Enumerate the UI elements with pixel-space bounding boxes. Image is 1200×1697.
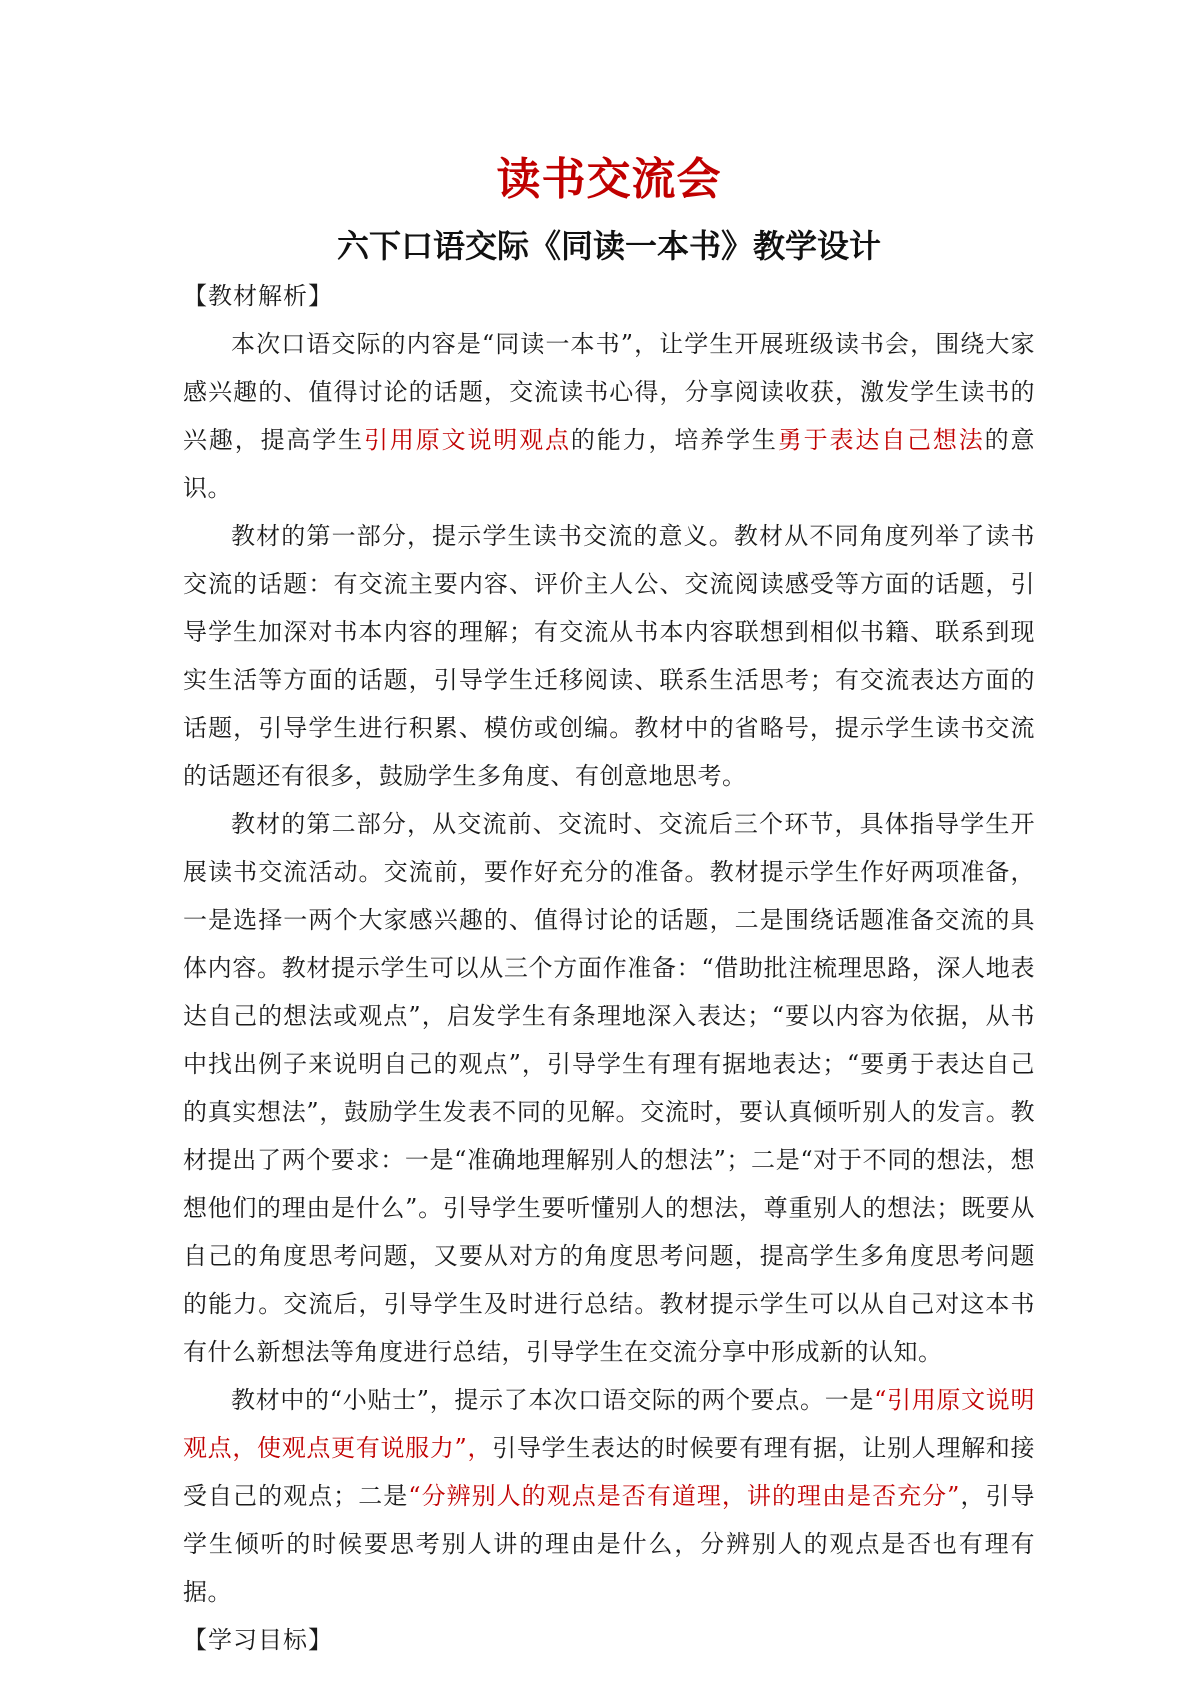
section-heading-textbook-analysis: 【教材解析】 — [183, 282, 333, 310]
paragraph-1 — [183, 320, 1035, 512]
paragraph-4-text-a: 教材中的“小贴士”，提示了本次口语交际的两个要点。一是 — [231, 1386, 875, 1414]
paragraph-1-text-b: 的能力，培养学生 — [570, 426, 778, 454]
paragraph-1-text-a: 本次口语交际的内容是“同读一本书”，让学生开展班级读书会，围绕大家感兴趣的、值得讨论的话题，交流读书心得，分享阅读收获，激发学生读书的兴趣，提高学生 — [183, 330, 1035, 454]
section-heading-learning-goals: 【学习目标】 — [183, 1626, 333, 1654]
paragraph-2: 教材的第一部分，提示学生读书交流的意义。教材从不同角度列举了读书交流的话题：有交流主要内容、评价主人公、交流阅读感受等方面的话题，引导学生加深对书本内容的理解；有交流从书本内容联想到相似书籍、联系到现实生活等方面的话题，引导学生迁移阅读、联系生活思考；有交流表达方面的话题，引导学生进行积累、模仿或创编。教材中的省略号，提示学生读书交流的话题还有很多，鼓励学生多角度、有创意地思考。 — [183, 522, 1035, 790]
document-page — [183, 150, 1035, 1664]
paragraph-1-highlight-b: 勇于表达自己想法 — [777, 426, 985, 454]
paragraph-4-highlight-a: “引用原文说明观点，使观点更有说服力”， — [183, 1386, 1035, 1462]
paragraph-1-text-c: 的意识。 — [183, 426, 1035, 502]
paragraph-4-text-b: 引导学生表达的时候要有理有据，让别人理解和接受自己的观点；二是 — [183, 1434, 1035, 1510]
paragraph-1-highlight-a: 引用原文说明观点 — [364, 426, 571, 454]
document-subtitle: 六下口语交际《同读一本书》教学设计 — [336, 227, 881, 265]
paragraph-3: 教材的第二部分，从交流前、交流时、交流后三个环节，具体指导学生开展读书交流活动。交流前，要作好充分的准备。教材提示学生作好两项准备，一是选择一两个大家感兴趣的、值得讨论的话题，二是围绕话题准备交流的具体内容。教材提示学生可以从三个方面作准备：“借助批注梳理思路，深人地表达自己的想法或观点”，启发学生有条理地深入表达；“要以内容为依据，从书中找出例子来说明自己的观点”，引导学生有理有据地表达；“要勇于表达自己的真实想法”，鼓励学生发表不同的见解。交流时，要认真倾听别人的发言。教材提出了两个要求：一是“准确地理解别人的想法”；二是“对于不同的想法，想想他们的理由是什么”。引导学生要听懂别人的想法，尊重别人的想法；既要从自己的角度思考问题，又要从对方的角度思考问题，提高学生多角度思考问题的能力。交流后，引导学生及时进行总结。教材提示学生可以从自己对这本书有什么新想法等角度进行总结，引导学生在交流分享中形成新的认知。 — [183, 810, 1035, 1366]
document-title: 读书交流会 — [496, 154, 722, 205]
paragraph-4-text-c: ，引导学生倾听的时候要思考别人讲的理由是什么，分辨别人的观点是否也有理有据。 — [183, 1482, 1036, 1606]
paragraph-4-highlight-b: “分辨别人的观点是否有道理，讲的理由是否充分” — [408, 1482, 960, 1510]
paragraph-4 — [183, 1376, 1035, 1616]
